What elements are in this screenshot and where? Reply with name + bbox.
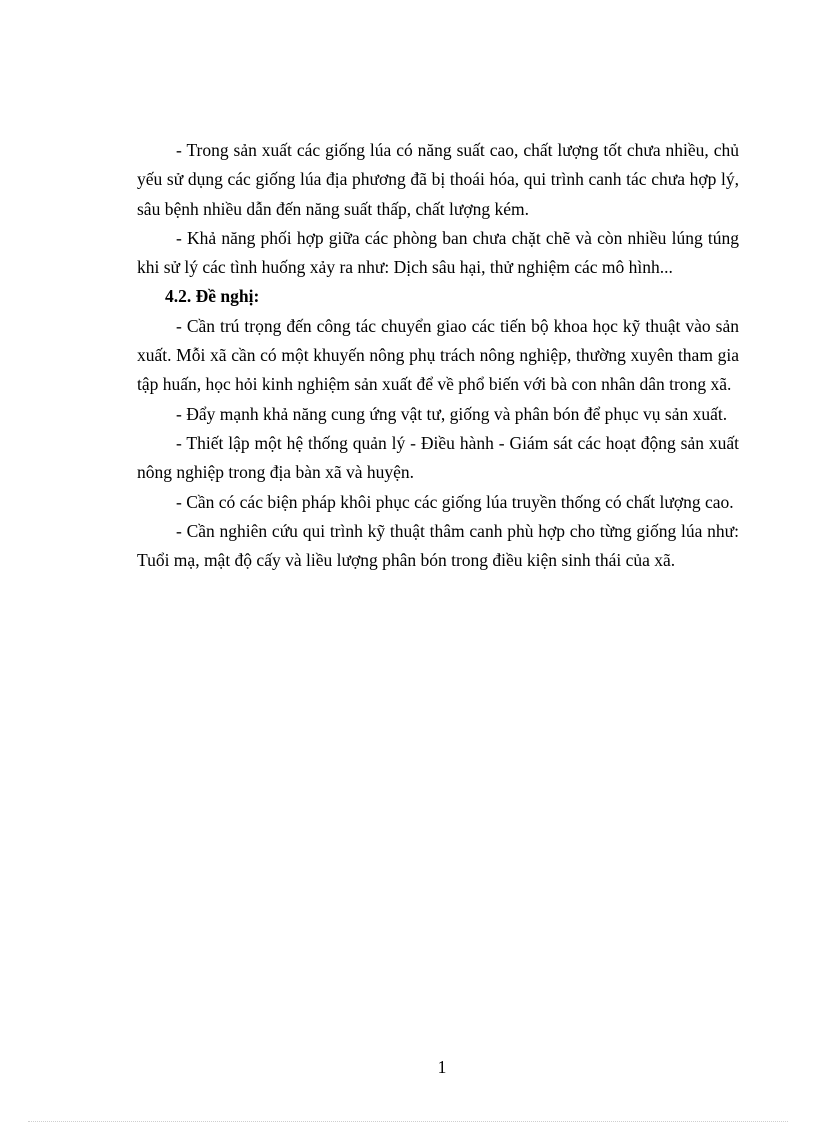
paragraph-management-system: - Thiết lập một hệ thống quản lý - Điều hành - Giám sát các hoạt động sản xuất nông nghiệp trong địa bàn xã và huyện. (137, 432, 739, 483)
paragraph-production-varieties: - Trong sản xuất các giống lúa có năng suất cao, chất lượng tốt chưa nhiều, chủ yếu sử dụng các giống lúa địa phương đã bị thoái hóa, qui trình canh tác chưa hợp lý, sâu bệnh nhiều dẫn đến năng suất thấp, chất lượng kém. (137, 140, 739, 219)
paragraph-coordination: - Khả năng phối hợp giữa các phòng ban chưa chặt chẽ và còn nhiều lúng túng khi sử lý các tình huống xảy ra như: Dịch sâu hại, thử nghiệm các mô hình... (137, 227, 739, 278)
page-bottom-divider (28, 1121, 788, 1122)
paragraph-supply: - Đẩy mạnh khả năng cung ứng vật tư, giống và phân bón để phục vụ sản xuất. (176, 403, 728, 424)
paragraph-technology-transfer: - Cần trú trọng đến công tác chuyển giao các tiến bộ khoa học kỹ thuật vào sản xuất. Mỗi xã cần có một khuyến nông phụ trách nông nghiệp, thường xuyên tham gia tập huấn, học hỏi kinh nghiệm sản xuất để về phổ biến với bà con nhân dân trong xã. (137, 315, 739, 395)
document-body (137, 136, 739, 575)
paragraph-traditional-varieties: - Cần có các biện pháp khôi phục các giống lúa truyền thống có chất lượng cao. (176, 491, 734, 512)
paragraph-intensive-farming: - Cần nghiên cứu qui trình kỹ thuật thâm canh phù hợp cho từng giống lúa như: Tuổi mạ, mật độ cấy và liều lượng phân bón trong điều kiện sinh thái của xã. (137, 520, 739, 571)
section-heading: 4.2. Đề nghị: (165, 286, 260, 307)
page-number: 1 (437, 1057, 447, 1077)
